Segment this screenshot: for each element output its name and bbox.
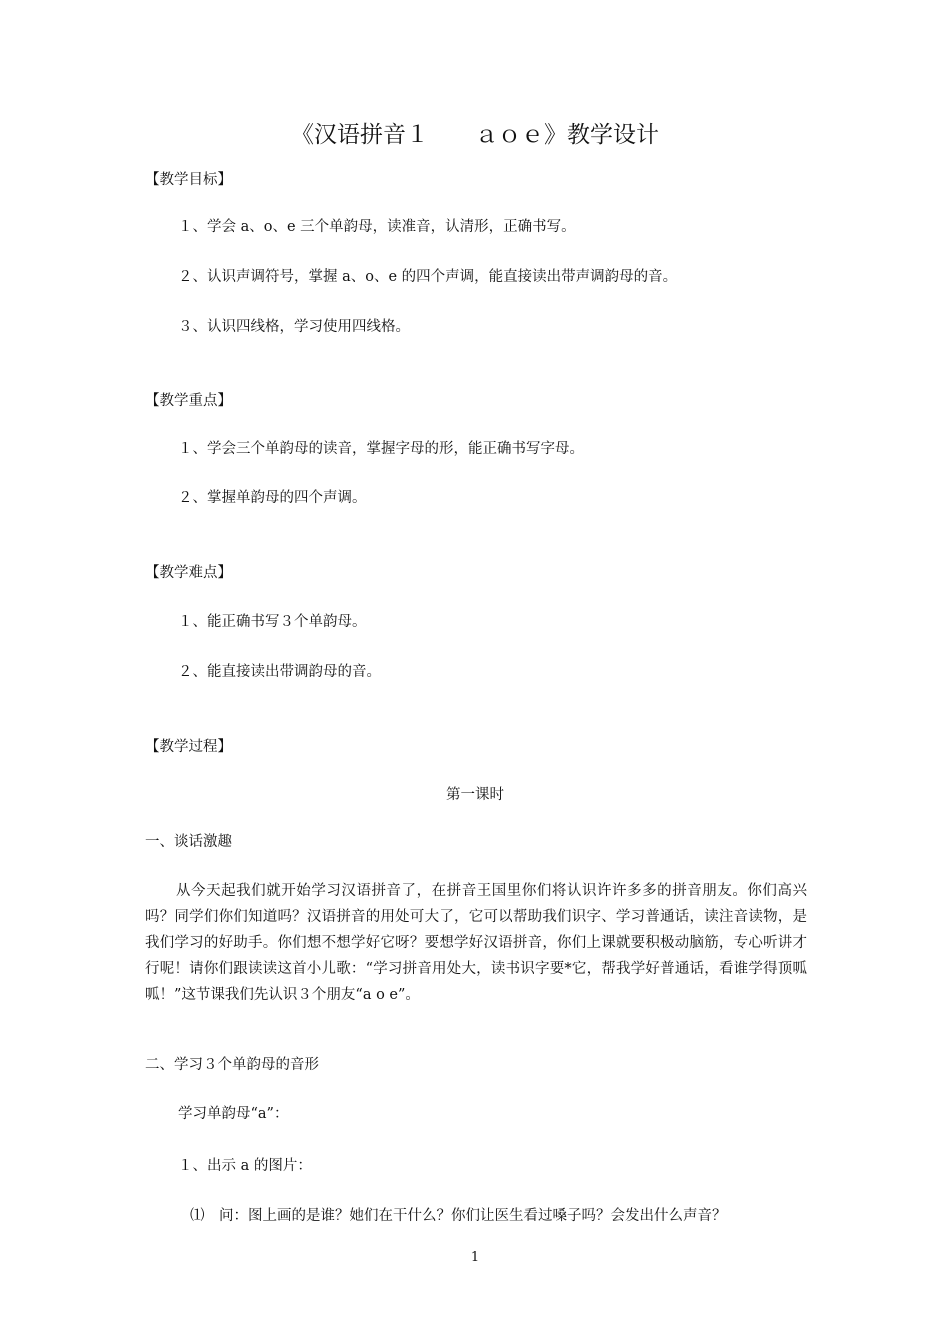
step-item: １、出示 a 的图片： [178, 1158, 312, 1174]
difficulties-item: １、能正确书写３个单韵母。 [178, 614, 367, 630]
key-points-heading: 【教学重点】 [145, 393, 232, 409]
document-title: 《汉语拼音１ ａｏｅ》教学设计 [291, 122, 659, 148]
objectives-item: ３、认识四线格，学习使用四线格。 [178, 319, 410, 335]
part1-heading: 一、谈话激趣 [145, 834, 232, 850]
page-number: 1 [470, 1250, 480, 1265]
part2-heading: 二、学习３个单韵母的音形 [145, 1057, 319, 1073]
process-heading: 【教学过程】 [145, 739, 232, 755]
key-points-item: ２、掌握单韵母的四个声调。 [178, 490, 367, 506]
objectives-heading: 【教学目标】 [145, 172, 232, 188]
learn-a-label: 学习单韵母“a”： [178, 1106, 289, 1122]
difficulties-item: ２、能直接读出带调韵母的音。 [178, 664, 381, 680]
part1-paragraph: 从今天起我们就开始学习汉语拼音了，在拼音王国里你们将认识许许多多的拼音朋友。你们高兴吗？同学们你们知道吗？汉语拼音的用处可大了，它可以帮助我们识字、学习普通话，读注音读物，是我们学习的好助手。你们想不想学好它呀？要想学好汉语拼音，你们上课就要积极动脑筋，专心听讲才行呢！请你们跟读读这首小儿歌：“学习拼音用处大，读书识字要*它，帮我学好普通话，看谁学得顶呱呱！”这节课我们先认识３个朋友“a o e”。 [145, 883, 807, 1003]
difficulties-heading: 【教学难点】 [145, 565, 232, 581]
key-points-item: １、学会三个单韵母的读音，掌握字母的形，能正确书写字母。 [178, 441, 584, 457]
question-item: ⑴ 问：图上画的是谁？她们在干什么？你们让医生看过嗓子吗？会发出什么声音？ [190, 1208, 727, 1224]
objectives-item: １、学会 a、o、e 三个单韵母，读准音，认清形，正确书写。 [178, 219, 576, 235]
lesson-label: 第一课时 [446, 787, 504, 803]
objectives-item: ２、认识声调符号，掌握 a、o、e 的四个声调，能直接读出带声调韵母的音。 [178, 269, 678, 285]
